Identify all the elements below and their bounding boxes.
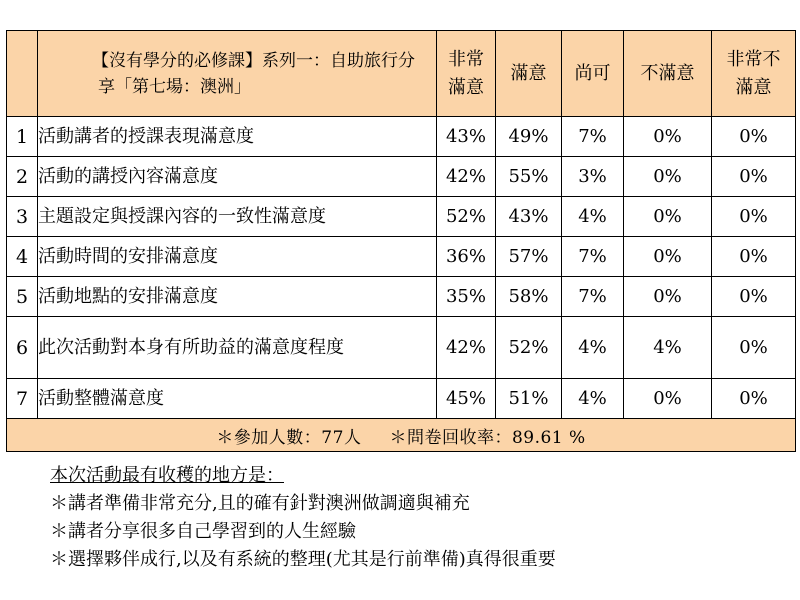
column-header-fair: 尚可 [562,31,624,117]
column-header-very-dissatisfied: 非常不滿意 [712,31,796,117]
row-index: 7 [7,379,38,419]
row-index: 4 [7,237,38,277]
value-very-dissatisfied: 0% [712,317,796,379]
value-very-satisfied: 42% [437,317,496,379]
value-fair: 4% [562,317,624,379]
table-title: 【沒有學分的必修課】系列一：自助旅行分享「第七場：澳洲」 [38,31,437,117]
value-satisfied: 55% [496,157,562,197]
table-row [7,237,796,277]
table-row [7,117,796,157]
row-index: 6 [7,317,38,379]
index-header [7,31,38,117]
table-footer [7,419,796,452]
row-item: 活動講者的授課表現滿意度 [38,117,437,157]
value-satisfied: 43% [496,197,562,237]
value-satisfied: 58% [496,277,562,317]
value-very-dissatisfied: 0% [712,197,796,237]
value-dissatisfied: 0% [624,157,712,197]
value-very-dissatisfied: 0% [712,157,796,197]
value-satisfied: 51% [496,379,562,419]
row-item: 活動的講授內容滿意度 [38,157,437,197]
row-index: 5 [7,277,38,317]
value-fair: 7% [562,237,624,277]
value-very-dissatisfied: 0% [712,117,796,157]
takeaway-item: ＊講者分享很多自己學習到的人生經驗 [50,521,356,542]
value-very-dissatisfied: 0% [712,237,796,277]
row-index: 3 [7,197,38,237]
takeaway-item: ＊選擇夥伴成行,以及有系統的整理(尤其是行前準備)真得很重要 [50,549,556,570]
value-dissatisfied: 0% [624,197,712,237]
value-dissatisfied: 0% [624,277,712,317]
column-header-very-satisfied: 非常滿意 [437,31,496,117]
value-very-satisfied: 45% [437,379,496,419]
value-dissatisfied: 0% [624,117,712,157]
response-rate: ＊問卷回收率：89.61 % [389,427,586,448]
takeaways-heading: 本次活動最有收穫的地方是： [50,465,284,486]
column-header-satisfied: 滿意 [496,31,562,117]
value-very-dissatisfied: 0% [712,379,796,419]
value-very-satisfied: 36% [437,237,496,277]
table-row [7,317,796,379]
row-item: 主題設定與授課內容的一致性滿意度 [38,197,437,237]
satisfaction-table [6,30,796,452]
column-header-dissatisfied: 不滿意 [624,31,712,117]
value-satisfied: 49% [496,117,562,157]
value-fair: 4% [562,197,624,237]
table-header-row [7,31,796,117]
value-very-satisfied: 42% [437,157,496,197]
value-dissatisfied: 0% [624,237,712,277]
row-index: 2 [7,157,38,197]
participant-count: ＊參加人數：77人 [216,427,362,448]
row-item: 此次活動對本身有所助益的滿意度程度 [38,317,437,379]
row-index: 1 [7,117,38,157]
value-dissatisfied: 0% [624,379,712,419]
table-row [7,277,796,317]
table-footer-row [7,419,796,452]
row-item: 活動時間的安排滿意度 [38,237,437,277]
value-fair: 4% [562,379,624,419]
value-satisfied: 52% [496,317,562,379]
value-very-satisfied: 52% [437,197,496,237]
table-row [7,157,796,197]
value-fair: 7% [562,277,624,317]
value-fair: 3% [562,157,624,197]
table-row [7,379,796,419]
value-fair: 7% [562,117,624,157]
table-row [7,197,796,237]
value-very-dissatisfied: 0% [712,277,796,317]
takeaway-item: ＊講者準備非常充分,且的確有針對澳洲做調適與補充 [50,493,470,514]
value-satisfied: 57% [496,237,562,277]
row-item: 活動整體滿意度 [38,379,437,419]
value-dissatisfied: 4% [624,317,712,379]
row-item: 活動地點的安排滿意度 [38,277,437,317]
takeaways [50,462,556,574]
value-very-satisfied: 35% [437,277,496,317]
value-very-satisfied: 43% [437,117,496,157]
